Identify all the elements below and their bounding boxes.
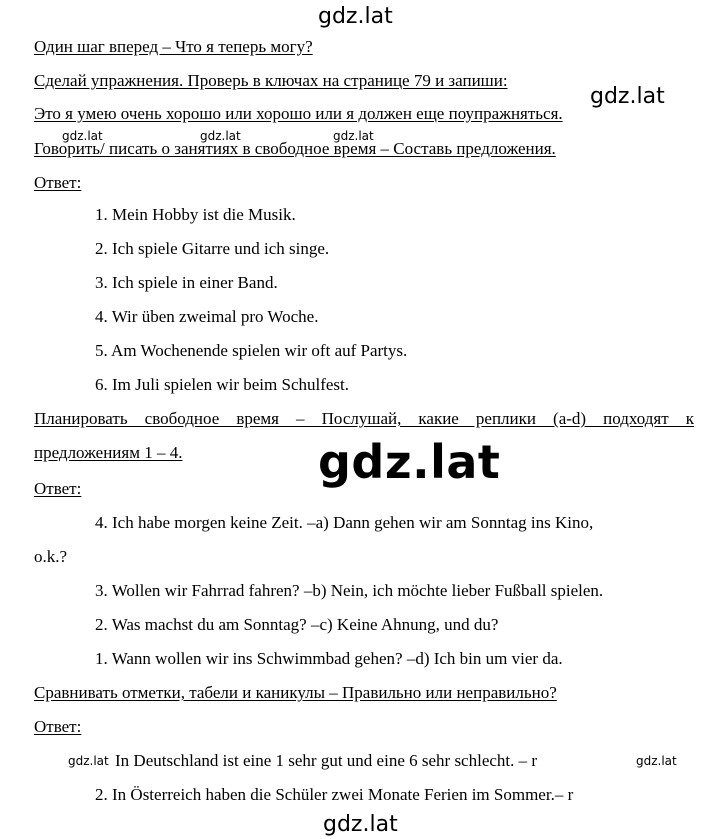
section2-title-line-1: Планировать свободное время – Послушай, какие реплики (a-d) подходят к [34,409,694,428]
section1-item-3: 3. Ich spiele in einer Band. [95,273,278,292]
section2-item-1-line-2: o.k.? [34,547,68,566]
watermark-small-3: gdz.lat [333,129,374,143]
header-line-2: Сделай упражнения. Проверь в ключах на странице 79 и запиши: [34,71,508,90]
watermark-small-2: gdz.lat [200,129,241,143]
section3-item-2: 2. In Österreich haben die Schüler zwei Monate Ferien im Sommer.– r [95,785,574,804]
watermark-bottom: gdz.lat [323,812,398,837]
section2-title-line-2: предложениям 1 – 4. [34,443,183,462]
section2-item-2: 3. Wollen wir Fahrrad fahren? –b) Nein, ich möchte lieber Fußball spielen. [95,581,604,600]
section1-item-1: 1. Mein Hobby ist die Musik. [95,205,296,224]
section2-item-4: 1. Wann wollen wir ins Schwimmbad gehen? –d) Ich bin um vier da. [95,649,563,668]
watermark-left-bottom: gdz.lat [68,754,109,768]
watermark-right: gdz.lat [590,84,665,109]
section1-item-5: 5. Am Wochenende spielen wir oft auf Partys. [95,341,408,360]
section2-answer-label: Ответ: [34,479,82,498]
section1-item-4: 4. Wir üben zweimal pro Woche. [95,307,319,326]
section2-item-3: 2. Was machst du am Sonntag? –c) Keine Ahnung, und du? [95,615,499,634]
watermark-right-bottom: gdz.lat [636,754,677,768]
watermark-center: gdz.lat [318,435,501,489]
section2-item-1-line-1: 4. Ich habe morgen keine Zeit. –a) Dann gehen wir am Sonntag ins Kino, [95,513,594,532]
section3-item-1: In Deutschland ist eine 1 sehr gut und eine 6 sehr schlecht. – r [115,751,538,770]
watermark-top: gdz.lat [318,4,393,29]
header-line-3: Это я умею очень хорошо или хорошо или я должен еще поупражняться. [34,104,563,123]
section1-title: Говорить/ писать о занятиях в свободное время – Составь предложения. [34,139,556,158]
section1-answer-label: Ответ: [34,173,82,192]
section1-item-2: 2. Ich spiele Gitarre und ich singe. [95,239,330,258]
section1-item-6: 6. Im Juli spielen wir beim Schulfest. [95,375,350,394]
watermark-small-1: gdz.lat [62,129,103,143]
header-line-1: Один шаг вперед – Что я теперь могу? [34,37,313,56]
section3-answer-label: Ответ: [34,717,82,736]
section3-title: Сравнивать отметки, табели и каникулы – Правильно или неправильно? [34,683,557,702]
